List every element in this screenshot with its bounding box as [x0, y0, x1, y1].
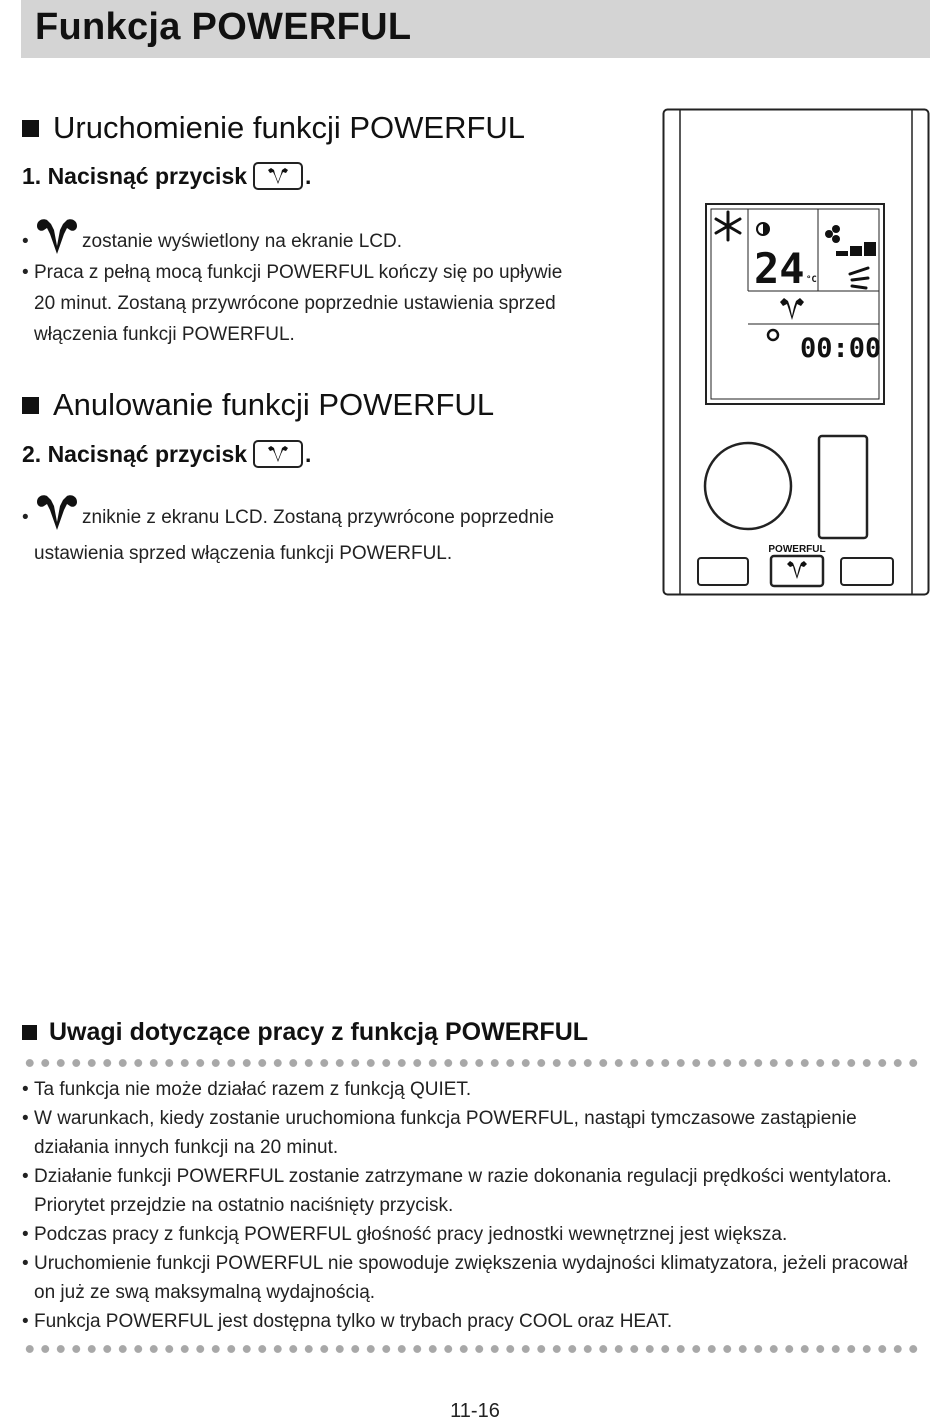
powerful-icon [34, 216, 80, 256]
square-bullet-icon [22, 120, 39, 137]
square-bullet-icon [22, 1025, 37, 1040]
start-bullet-1: • zostanie wyświetlony na ekranie LCD. [22, 226, 402, 257]
note-item: • W warunkach, kiedy zostanie uruchomiona funkcja POWERFUL, nastąpi tymczasowe zastąpienie działania innych funkcji na 20 minut. [22, 1104, 922, 1162]
cancel-step-period: . [305, 440, 312, 467]
lcd-temp-unit: °C [806, 275, 817, 285]
start-heading [22, 110, 525, 146]
notes-heading [22, 1018, 588, 1047]
cancel-bullet-1-line-2: ustawienia sprzed włączenia funkcji POWERFUL. [34, 543, 453, 564]
note-item: • Działanie funkcji POWERFUL zostanie zatrzymane w razie dokonania regulacji prędkości wentylatora. Priorytet przejdzie na ostatnio naciśnięty przycisk. [22, 1162, 922, 1220]
cancel-step [22, 440, 311, 468]
fan-speed-bar [850, 246, 862, 256]
cancel-bullet-1: • zniknie z ekranu LCD. Zostaną przywrócone poprzednie ustawienia sprzed włączenia funkcji POWERFUL. [22, 500, 554, 572]
fan-speed-bar [864, 242, 876, 256]
start-bullet-2-line-2: 20 minut. Zostaną przywrócone poprzednie ustawienia sprzed [34, 293, 556, 314]
square-bullet-icon [22, 397, 39, 414]
notes-list [22, 1075, 922, 1336]
start-bullet-1-text: zostanie wyświetlony na ekranie LCD. [82, 231, 402, 252]
powerful-button-icon [253, 440, 303, 468]
dotted-divider [22, 1344, 922, 1354]
note-item: • Funkcja POWERFUL jest dostępna tylko w trybach pracy COOL oraz HEAT. [22, 1307, 922, 1336]
powerful-icon [265, 444, 291, 464]
lcd-temperature: 24 [754, 244, 805, 293]
start-bullet-2-line-3: włączenia funkcji POWERFUL. [34, 324, 295, 345]
cancel-bullet-1-line-1: zniknie z ekranu LCD. Zostaną przywrócone poprzednie [82, 507, 555, 528]
start-bullet-2: • Praca z pełną mocą funkcji POWERFUL kończy się po upływie 20 minut. Zostaną przywrócone poprzednie ustawienia sprzed włączenia funkcji POWERFUL. [22, 262, 563, 345]
page-title: Funkcja POWERFUL [35, 6, 412, 48]
start-bullet-2-line-1: Praca z pełną mocą funkcji POWERFUL kończy się po upływie [34, 262, 563, 283]
remote-control [662, 108, 930, 596]
note-item: • Ta funkcja nie może działać razem z funkcją QUIET. [22, 1075, 922, 1104]
start-heading-text: Uruchomienie funkcji POWERFUL [53, 110, 526, 145]
start-step-period: . [305, 162, 312, 189]
note-item: • Podczas pracy z funkcją POWERFUL głośność pracy jednostki wewnętrznej jest większa. [22, 1220, 922, 1249]
dotted-divider [22, 1058, 922, 1068]
rectangular-button[interactable] [819, 436, 867, 538]
powerful-icon [34, 492, 80, 532]
round-button[interactable] [705, 443, 791, 529]
cancel-heading [22, 387, 494, 423]
cancel-step-text: 2. Nacisnąć przycisk [22, 440, 248, 467]
note-item: • Uruchomienie funkcji POWERFUL nie spowoduje zwiększenia wydajności klimatyzatora, jeżeli pracował on już ze swą maksymalną wydajnością. [22, 1249, 922, 1307]
powerful-button-icon [253, 162, 303, 190]
lcd-time: 00:00 [800, 333, 882, 364]
page-header [21, 0, 930, 58]
notes-heading-text: Uwagi dotyczące pracy z funkcją POWERFUL [49, 1018, 589, 1046]
fan-speed-bar [836, 251, 848, 256]
cancel-heading-text: Anulowanie funkcji POWERFUL [53, 387, 495, 422]
page-number: 11-16 [450, 1400, 500, 1422]
remote-control-illustration [662, 108, 930, 596]
start-step-text: 1. Nacisnąć przycisk [22, 162, 248, 189]
powerful-icon [265, 166, 291, 186]
powerful-label: POWERFUL [768, 544, 826, 555]
start-step [22, 162, 311, 190]
powerful-button[interactable] [771, 556, 823, 586]
right-button[interactable] [841, 558, 893, 585]
left-button[interactable] [698, 558, 748, 585]
